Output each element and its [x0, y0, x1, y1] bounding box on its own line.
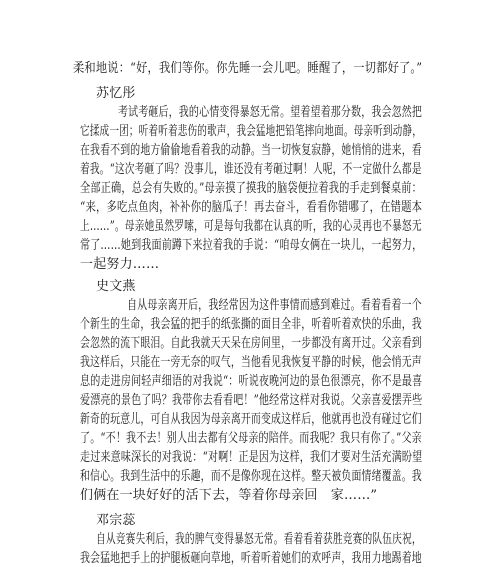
- text-line: 和信心。我到生活中的乐趣，而不是像你现在这样。整天被负面情绪覆盖。我: [80, 469, 422, 484]
- text-line: 上……”。母亲她虽然罗嗦，可是每句我都在认真的听，我的心灵再也不暴怒无: [80, 219, 422, 234]
- text-line: 们俩在一块好好的活下去，等着你母亲回 家……”: [80, 488, 378, 503]
- text-line: 我这样后，只能在一旁无奈的叹气，当他看见我恢复平静的时候，他会悄无声: [80, 355, 422, 370]
- text-line: 走过来意味深长的对我说：“对啊！正是因为这样，我们才要对生活充满盼望: [80, 450, 423, 465]
- text-line: 新奇的玩意儿，可自从我因为母亲离开而变成这样后，他就再也没有碰过它们: [80, 412, 422, 427]
- author-name: 史文燕: [96, 279, 136, 294]
- text-line: 我会猛地把手上的护腿板砸向草地，听着听着她们的欢呼声，我用力地踢着地: [80, 551, 422, 566]
- text-line: 在我看不到的地方偷偷地看着我的动静。当一切恢复寂静，她悄悄的进来，看: [80, 143, 422, 158]
- author-name: 邓宗蕊: [96, 513, 136, 528]
- text-line: 自从母亲离开后，我经常因为这件事情而感到难过。看着看着一个: [127, 298, 422, 313]
- text-line: 柔和地说：“好，我们等你。你先睡一会儿吧。睡醒了，一切都好了。”: [73, 61, 423, 76]
- text-line: 常了……她到我面前蹲下来拉着我的手说：“咱母女俩在一块儿，一起努力，: [80, 238, 423, 253]
- text-line: “来，多吃点鱼肉，补补你的脑瓜子！再去奋斗，看看你错哪了，在错题本: [80, 200, 423, 215]
- text-line: 息的走进房间轻声细语的对我说“：听说夜晚河边的景色很漂亮，你不是最喜: [80, 374, 423, 389]
- text-line: 了。“不！我不去！别人出去都有父母亲的陪伴。而我呢？我只有你了。”父亲: [80, 431, 422, 446]
- text-line: 着我。“这次考砸了吗？没事儿，谁还没有考砸过啊！人呢，不一定做什么都是: [80, 162, 422, 177]
- text-line: 全部正确，总会有失败的。”母亲摸了摸我的脑袋便拉着我的手走到餐桌前：: [80, 181, 422, 196]
- text-line: 它揉成一团；听着听着悲伤的歌声，我会猛地把铅笔摔向地面。母亲听到动静，: [80, 124, 423, 139]
- text-line: 考试考砸后，我的心情变得暴怒无常。望着望着那分数，我会忽然把: [118, 105, 423, 120]
- text-line: 个新生的生命，我会猛的把手的纸张撕的面目全非，听着听着欢快的乐曲，我: [80, 317, 422, 332]
- text-line: 会忽然的流下眼泪。自此我就天天呆在房间里，一步都没有离开过。父亲看到: [80, 336, 422, 351]
- text-line: 一起努力……: [80, 257, 160, 272]
- text-line: 爱漂亮的景色了吗？我带你去看看吧！”他经常这样对我说。父亲喜爱摆弄些: [80, 393, 423, 408]
- text-line: 自从竞赛失利后，我的脾气变得暴怒无常。看着看着获胜竞赛的队伍庆祝，: [96, 532, 422, 547]
- author-name: 苏忆彤: [96, 86, 136, 101]
